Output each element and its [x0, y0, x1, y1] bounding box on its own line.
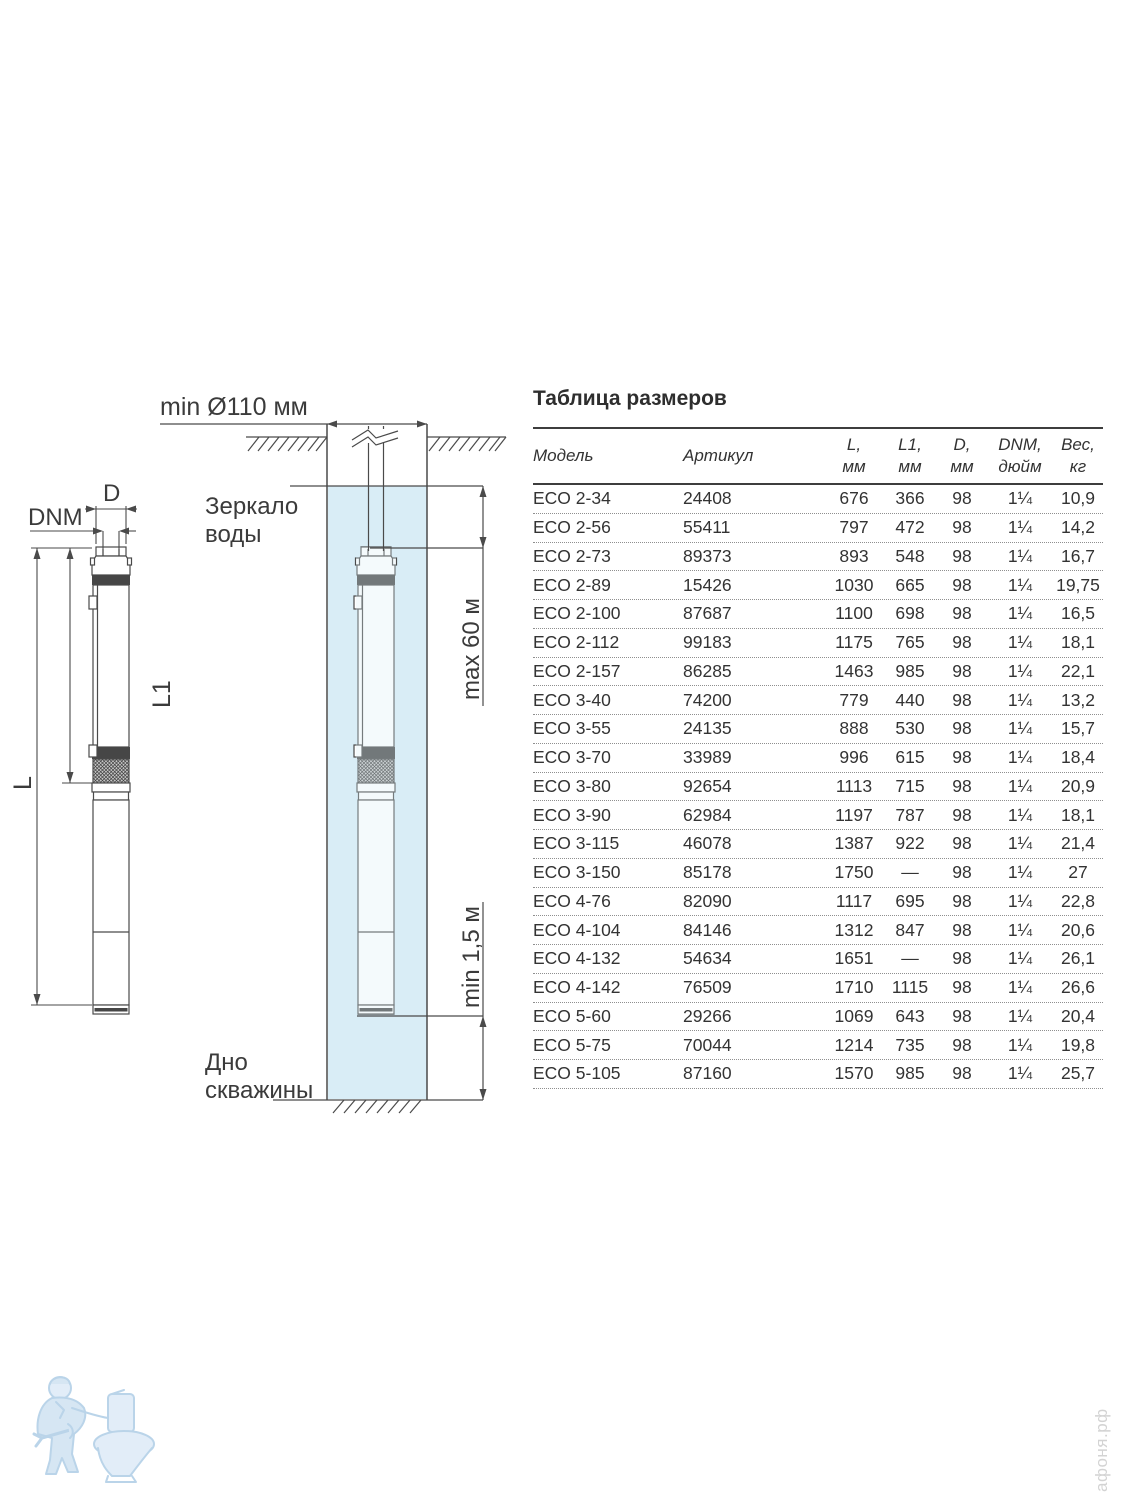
value-cell: 54634 [683, 948, 732, 969]
value-cell: 98 [952, 804, 972, 825]
value-cell: 1¼ [1007, 517, 1033, 538]
value-cell: 98 [952, 517, 972, 538]
value-cell: 440 [895, 689, 925, 710]
value-cell: 922 [895, 833, 925, 854]
value-cell: 98 [952, 574, 972, 595]
value-cell: 29266 [683, 1005, 732, 1026]
value-cell: 1¼ [1007, 1034, 1033, 1055]
column-header: L, мм [842, 435, 866, 476]
table-row [533, 600, 1103, 629]
column-header: Модель [533, 446, 594, 466]
value-cell: 98 [952, 919, 972, 940]
model-cell: ECO 3-70 [533, 747, 611, 768]
plumber-watermark-logo [12, 1368, 172, 1488]
value-cell: 20,6 [1060, 919, 1096, 940]
value-cell: 84146 [683, 919, 732, 940]
value-cell: 548 [895, 545, 925, 566]
value-cell: 615 [895, 747, 925, 768]
value-cell: 676 [839, 488, 869, 509]
value-cell: 1¼ [1007, 1063, 1033, 1084]
value-cell: 1197 [835, 804, 873, 825]
value-cell: 1710 [834, 977, 874, 998]
value-cell: 530 [895, 718, 925, 739]
size-table [533, 380, 1103, 1089]
value-cell: 695 [895, 890, 925, 911]
value-cell: 98 [952, 747, 972, 768]
value-cell: 20,4 [1060, 1005, 1096, 1026]
value-cell: 27 [1068, 862, 1088, 883]
model-cell: ECO 2-157 [533, 660, 621, 681]
model-cell: ECO 4-104 [533, 919, 621, 940]
value-cell: 25,7 [1060, 1063, 1096, 1084]
value-cell: 87160 [683, 1063, 732, 1084]
value-cell: 1¼ [1007, 660, 1033, 681]
pump-standalone [89, 547, 132, 1014]
value-cell: 1¼ [1007, 603, 1033, 624]
value-cell: 19,8 [1060, 1034, 1096, 1055]
value-cell: 98 [952, 718, 972, 739]
value-cell: 13,2 [1060, 689, 1096, 710]
table-body [533, 485, 1103, 1089]
min-clearance-label: min 1,5 м [458, 906, 485, 1008]
table-row [533, 1003, 1103, 1032]
value-cell: 472 [895, 517, 925, 538]
value-cell: 15426 [683, 574, 732, 595]
table-row [533, 888, 1103, 917]
value-cell: 46078 [683, 833, 732, 854]
value-cell: 1¼ [1007, 718, 1033, 739]
table-header-row [533, 427, 1103, 485]
value-cell: 779 [839, 689, 869, 710]
value-cell: 1117 [835, 890, 873, 911]
value-cell: 14,2 [1060, 517, 1096, 538]
dim-l1 [31, 548, 92, 783]
value-cell: 98 [952, 775, 972, 796]
value-cell: 985 [895, 660, 925, 681]
value-cell: 888 [839, 718, 869, 739]
value-cell: 16,5 [1060, 603, 1096, 624]
value-cell: 98 [952, 545, 972, 566]
dim-l1-label: L1 [148, 680, 176, 708]
table-row [533, 916, 1103, 945]
value-cell: 1030 [834, 574, 874, 595]
table-row [533, 658, 1103, 687]
value-cell: 893 [839, 545, 869, 566]
value-cell: 787 [895, 804, 925, 825]
model-cell: ECO 3-80 [533, 775, 611, 796]
table-row [533, 773, 1103, 802]
value-cell: 1069 [834, 1005, 874, 1026]
value-cell: 26,1 [1060, 948, 1096, 969]
value-cell: 98 [952, 1005, 972, 1026]
dim-dnm-label: DNM [28, 504, 83, 531]
value-cell: 76509 [683, 977, 732, 998]
value-cell: 85178 [683, 862, 732, 883]
column-header: Артикул [683, 446, 754, 466]
value-cell: 1463 [834, 660, 874, 681]
water-level-label-2: воды [205, 521, 262, 548]
value-cell: 98 [952, 862, 972, 883]
value-cell: 1¼ [1007, 804, 1033, 825]
table-row [533, 744, 1103, 773]
value-cell: 19,75 [1056, 574, 1100, 595]
model-cell: ECO 2-73 [533, 545, 611, 566]
table-row [533, 1060, 1103, 1089]
value-cell: 1¼ [1007, 689, 1033, 710]
value-cell: 98 [952, 632, 972, 653]
table-row [533, 686, 1103, 715]
value-cell: 1750 [834, 862, 874, 883]
column-header: DNM, дюйм [998, 435, 1042, 476]
value-cell: 87687 [683, 603, 732, 624]
value-cell: 1¼ [1007, 948, 1033, 969]
model-cell: ECO 3-40 [533, 689, 611, 710]
value-cell: 22,1 [1060, 660, 1096, 681]
model-cell: ECO 3-55 [533, 718, 611, 739]
value-cell: 1¼ [1007, 977, 1033, 998]
table-row [533, 974, 1103, 1003]
value-cell: 1¼ [1007, 775, 1033, 796]
value-cell: 98 [952, 890, 972, 911]
table-row [533, 859, 1103, 888]
model-cell: ECO 4-76 [533, 890, 611, 911]
value-cell: 86285 [683, 660, 732, 681]
value-cell: 1113 [835, 775, 873, 796]
well-bottom-label-2: скважины [205, 1077, 314, 1104]
value-cell: 98 [952, 1034, 972, 1055]
model-cell: ECO 5-105 [533, 1063, 621, 1084]
value-cell: 1¼ [1007, 890, 1033, 911]
value-cell: 55411 [683, 517, 731, 538]
pump-well-diagram [0, 380, 530, 1140]
value-cell: 797 [839, 517, 869, 538]
value-cell: 98 [952, 948, 972, 969]
min-diameter-label: min Ø110 мм [160, 393, 308, 421]
value-cell: 715 [895, 775, 925, 796]
value-cell: 1¼ [1007, 488, 1033, 509]
value-cell: 1¼ [1007, 747, 1033, 768]
value-cell: 735 [895, 1034, 925, 1055]
value-cell: 99183 [683, 632, 732, 653]
well-bottom-hatch [333, 1100, 421, 1113]
value-cell: 1¼ [1007, 574, 1033, 595]
table-row [533, 485, 1103, 514]
value-cell: 847 [895, 919, 925, 940]
dim-d [85, 506, 137, 545]
value-cell: 1214 [834, 1034, 874, 1055]
value-cell: — [901, 862, 919, 883]
model-cell: ECO 3-150 [533, 862, 621, 883]
value-cell: 98 [952, 1063, 972, 1084]
value-cell: 1115 [891, 977, 929, 998]
value-cell: 15,7 [1060, 718, 1096, 739]
column-header: Вес, кг [1061, 435, 1095, 476]
value-cell: 1¼ [1007, 632, 1033, 653]
model-cell: ECO 2-56 [533, 517, 611, 538]
table-row [533, 629, 1103, 658]
table-row [533, 715, 1103, 744]
model-cell: ECO 3-90 [533, 804, 611, 825]
value-cell: 985 [895, 1063, 925, 1084]
dim-l [31, 548, 92, 1005]
value-cell: 24135 [683, 718, 732, 739]
value-cell: — [901, 948, 919, 969]
model-cell: ECO 4-132 [533, 948, 621, 969]
site-watermark-text: афоня.рф [1092, 1408, 1111, 1492]
model-cell: ECO 2-34 [533, 488, 611, 509]
water-level-label-1: Зеркало [205, 493, 299, 520]
value-cell: 1¼ [1007, 833, 1033, 854]
value-cell: 21,4 [1060, 833, 1096, 854]
value-cell: 33989 [683, 747, 732, 768]
table-row [533, 830, 1103, 859]
table-row [533, 1031, 1103, 1060]
model-cell: ECO 5-75 [533, 1034, 611, 1055]
value-cell: 18,1 [1060, 632, 1096, 653]
model-cell: ECO 2-89 [533, 574, 611, 595]
model-cell: ECO 4-142 [533, 977, 621, 998]
value-cell: 89373 [683, 545, 732, 566]
value-cell: 98 [952, 660, 972, 681]
table-row [533, 945, 1103, 974]
value-cell: 98 [952, 833, 972, 854]
value-cell: 1387 [834, 833, 874, 854]
value-cell: 98 [952, 603, 972, 624]
value-cell: 22,8 [1060, 890, 1096, 911]
value-cell: 98 [952, 977, 972, 998]
column-header: D, мм [950, 435, 974, 476]
value-cell: 98 [952, 689, 972, 710]
value-cell: 74200 [683, 689, 732, 710]
value-cell: 98 [952, 488, 972, 509]
value-cell: 62984 [683, 804, 732, 825]
value-cell: 1570 [834, 1063, 874, 1084]
value-cell: 1¼ [1007, 545, 1033, 566]
dim-l-label: L [9, 776, 37, 790]
value-cell: 698 [895, 603, 925, 624]
value-cell: 1¼ [1007, 862, 1033, 883]
value-cell: 643 [895, 1005, 925, 1026]
dim-d-label: D [103, 480, 121, 507]
value-cell: 26,6 [1060, 977, 1096, 998]
value-cell: 1175 [835, 632, 873, 653]
table-row [533, 514, 1103, 543]
min-diameter-dimension [160, 421, 427, 428]
value-cell: 24408 [683, 488, 732, 509]
max-depth-label: max 60 м [458, 598, 485, 700]
value-cell: 366 [895, 488, 925, 509]
value-cell: 765 [895, 632, 925, 653]
model-cell: ECO 2-100 [533, 603, 621, 624]
value-cell: 1¼ [1007, 919, 1033, 940]
model-cell: ECO 5-60 [533, 1005, 611, 1026]
value-cell: 996 [839, 747, 869, 768]
value-cell: 18,1 [1060, 804, 1096, 825]
table-row [533, 543, 1103, 572]
model-cell: ECO 3-115 [533, 833, 620, 854]
value-cell: 18,4 [1060, 747, 1096, 768]
well-bottom-label-1: Дно [205, 1049, 248, 1076]
column-header: L1, мм [898, 435, 922, 476]
value-cell: 82090 [683, 890, 732, 911]
value-cell: 10,9 [1060, 488, 1096, 509]
value-cell: 1312 [834, 919, 874, 940]
value-cell: 1¼ [1007, 1005, 1033, 1026]
value-cell: 92654 [683, 775, 732, 796]
table-title: Таблица размеров [533, 387, 727, 410]
table-row [533, 801, 1103, 830]
value-cell: 20,9 [1060, 775, 1096, 796]
model-cell: ECO 2-112 [533, 632, 620, 653]
value-cell: 1100 [835, 603, 873, 624]
value-cell: 16,7 [1060, 545, 1096, 566]
value-cell: 1651 [834, 948, 874, 969]
table-row [533, 571, 1103, 600]
value-cell: 70044 [683, 1034, 732, 1055]
value-cell: 665 [895, 574, 925, 595]
